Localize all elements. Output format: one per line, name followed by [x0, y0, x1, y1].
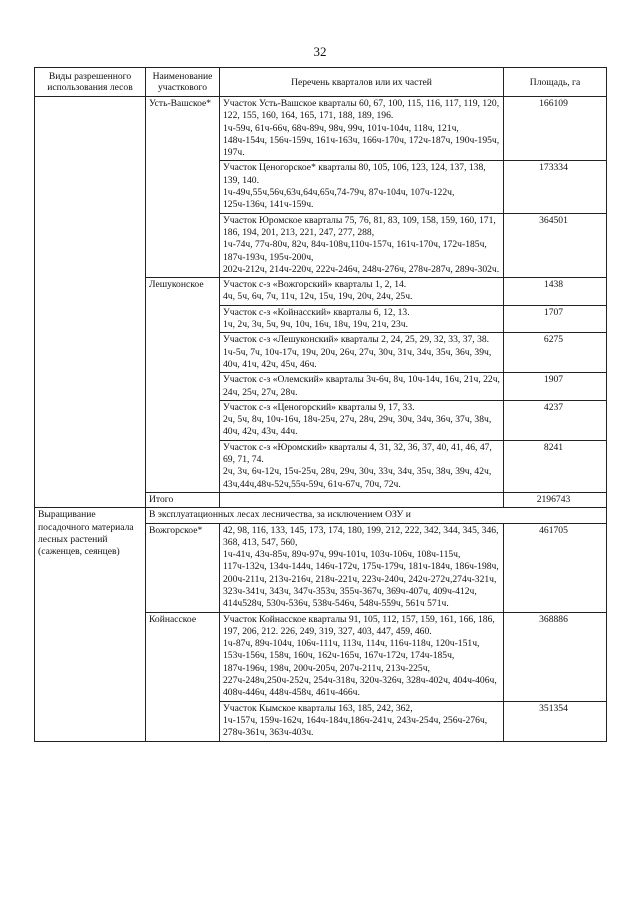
quarters-cell: Участок Ценогорское* кварталы 80, 105, 106, 123, 124, 137, 138, 139, 140. 1ч-49ч,55ч,56ч,63ч,64ч,65ч,74-79ч, 87ч-104ч, 107ч-122ч, 125ч-136ч, 141ч-159ч.: [220, 161, 504, 213]
quarters-cell: 42, 98, 116, 133, 145, 173, 174, 180, 199, 212, 222, 342, 344, 345, 346, 368, 413, 547, 560, 1ч-41ч, 43ч-85ч, 89ч-97ч, 99ч-101ч, 103ч-106ч, 108ч-115ч, 117ч-132ч, 134ч-144ч, 146ч-172ч, 175ч-179ч, 181ч-184ч, 186ч-198ч, 200ч-211ч, 213ч-216ч, 218ч-221ч, 223ч-240ч, 242ч-272ч,274ч-321ч, 323ч-341ч, 343ч, 347ч-353ч, 355ч-367ч, 369ч-407ч, 409ч-412ч, 414ч528ч, 530ч-536ч, 538ч-546ч, 548ч-559ч, 561ч 571ч.: [220, 523, 504, 612]
area-value: 4237: [543, 401, 564, 413]
total-empty: [220, 492, 504, 507]
section2-intro: В эксплуатационных лесах лесничества, за исключением ОЗУ и: [146, 508, 607, 523]
area-cell: [504, 523, 607, 612]
area-cell: [504, 373, 607, 401]
plot-name-cell: Вожгорское*: [146, 523, 220, 612]
total-area-cell: [504, 492, 607, 507]
area-value: 173334: [539, 162, 568, 174]
area-value: 461705: [539, 524, 568, 536]
use-type-cell-empty: [35, 97, 146, 508]
area-cell: [504, 213, 607, 277]
quarters-cell: Участок с-з «Олемский» кварталы 3ч-6ч, 8ч, 10ч-14ч, 16ч, 21ч, 22ч, 24ч, 25ч, 27ч, 28ч.: [220, 373, 504, 401]
quarters-cell: Участок с-з «Лешуконский» кварталы 2, 24, 25, 29, 32, 33, 37, 38. 1ч-5ч, 7ч, 10ч-17ч, 19ч, 20ч, 26ч, 27ч, 30ч, 31ч, 34ч, 35ч, 36ч, 39ч, 40ч, 41ч, 42ч, 45ч, 46ч.: [220, 333, 504, 373]
section2-intro-row: [35, 508, 607, 523]
header-plot-name: Наименование участкового: [146, 68, 220, 97]
area-cell: [504, 612, 607, 701]
quarters-table: [34, 67, 607, 742]
header-use-type: Виды разрешенного использования лесов: [35, 68, 146, 97]
quarters-cell: Участок с-з «Вожгорский» кварталы 1, 2, 14. 4ч, 5ч, 6ч, 7ч, 11ч, 12ч, 15ч, 19ч, 20ч, 24ч, 25ч.: [220, 278, 504, 306]
area-value: 364501: [539, 214, 568, 226]
area-cell: [504, 440, 607, 492]
quarters-cell: Участок с-з «Ценогорский» кварталы 9, 17, 33. 2ч, 5ч, 8ч, 10ч-16ч, 18ч-25ч, 27ч, 28ч, 29ч, 30ч, 34ч, 36ч, 37ч, 38ч, 40ч, 42ч, 43ч, 44ч.: [220, 400, 504, 440]
area-value: 6275: [543, 334, 564, 346]
quarters-cell: Участок с-з «Юромский» кварталы 4, 31, 32, 36, 37, 40, 41, 46, 47, 69, 71, 74. 2ч, 3ч, 6ч-12ч, 15ч-25ч, 28ч, 29ч, 30ч, 33ч, 34ч, 35ч, 38ч, 39ч, 42ч, 43ч,44ч,48ч-52ч,55ч-59ч, 61ч-67ч, 70ч, 72ч.: [220, 440, 504, 492]
header-area: Площадь, га: [504, 68, 607, 97]
area-cell: [504, 400, 607, 440]
area-value: 351354: [539, 702, 568, 714]
area-value: 1707: [543, 306, 564, 318]
quarters-cell: Участок Юромское кварталы 75, 76, 81, 83, 109, 158, 159, 160, 171, 186, 194, 201, 213, 221, 247, 277, 288, 1ч-74ч, 77ч-80ч, 82ч, 84ч-108ч,110ч-157ч, 161ч-170ч, 172ч-185ч, 187ч-193ч, 195ч-200ч, 202ч-212ч, 214ч-220ч, 222ч-246ч, 248ч-276ч, 278ч-287ч, 289ч-302ч.: [220, 213, 504, 277]
plot-name-cell: Лешуконское: [146, 278, 220, 493]
table-row: [35, 97, 607, 161]
total-area: 2196743: [536, 493, 571, 505]
area-cell: [504, 701, 607, 741]
area-value: 8241: [543, 441, 564, 453]
area-cell: [504, 305, 607, 333]
quarters-cell: Участок Кымское кварталы 163, 185, 242, 362, 1ч-157ч, 159ч-162ч, 164ч-184ч,186ч-241ч, 243ч-254ч, 256ч-276ч, 278ч-361ч, 363ч-403ч.: [220, 701, 504, 741]
area-value: 1438: [543, 279, 564, 291]
area-value: 368886: [539, 613, 568, 625]
use-type-cell: Выращивание посадочного материала лесных растений (саженцев, сеянцев): [35, 508, 146, 741]
quarters-cell: Участок с-з «Койнасский» кварталы 6, 12, 13. 1ч, 2ч, 3ч, 5ч, 9ч, 10ч, 16ч, 18ч, 19ч, 21ч, 23ч.: [220, 305, 504, 333]
area-value: 166109: [539, 98, 568, 109]
quarters-cell: Участок Койнасское кварталы 91, 105, 112, 157, 159, 161, 166, 186, 197, 206, 212. 226, 249, 319, 327, 403, 447, 459, 460. 1ч-87ч, 89ч-104ч, 106ч-111ч, 113ч, 114ч, 116ч-118ч, 120ч-151ч, 153ч-156ч, 158ч, 160ч, 162ч-165ч, 167ч-172ч, 174ч-185ч, 187ч-196ч, 198ч, 200ч-205ч, 207ч-211ч, 213ч-225ч, 227ч-248ч,250ч-252ч, 254ч-318ч, 320ч-326ч, 328ч-402ч, 404ч-406ч, 408ч-446ч, 448ч-458ч, 461ч-466ч.: [220, 612, 504, 701]
page-number: 32: [313, 44, 327, 59]
total-label: Итого: [146, 492, 220, 507]
plot-name-cell: Койнасское: [146, 612, 220, 741]
area-cell: [504, 161, 607, 213]
header-quarters: Перечень кварталов или их частей: [220, 68, 504, 97]
area-value: 1907: [543, 374, 564, 386]
area-cell: [504, 278, 607, 306]
area-cell: [504, 97, 607, 161]
table-header-row: [35, 68, 607, 97]
quarters-cell: Участок Усть-Вашское кварталы 60, 67, 100, 115, 116, 117, 119, 120, 122, 155, 160, 164, 165, 171, 188, 189, 196. 1ч-59ч, 61ч-66ч, 68ч-89ч, 98ч, 99ч, 101ч-104ч, 118ч, 121ч, 148ч-154ч, 156ч-159ч, 161ч-163ч, 166ч-170ч, 172ч-187ч, 190ч-195ч, 197ч.: [220, 97, 504, 161]
area-cell: [504, 333, 607, 373]
plot-name-cell: Усть-Вашское*: [146, 97, 220, 278]
